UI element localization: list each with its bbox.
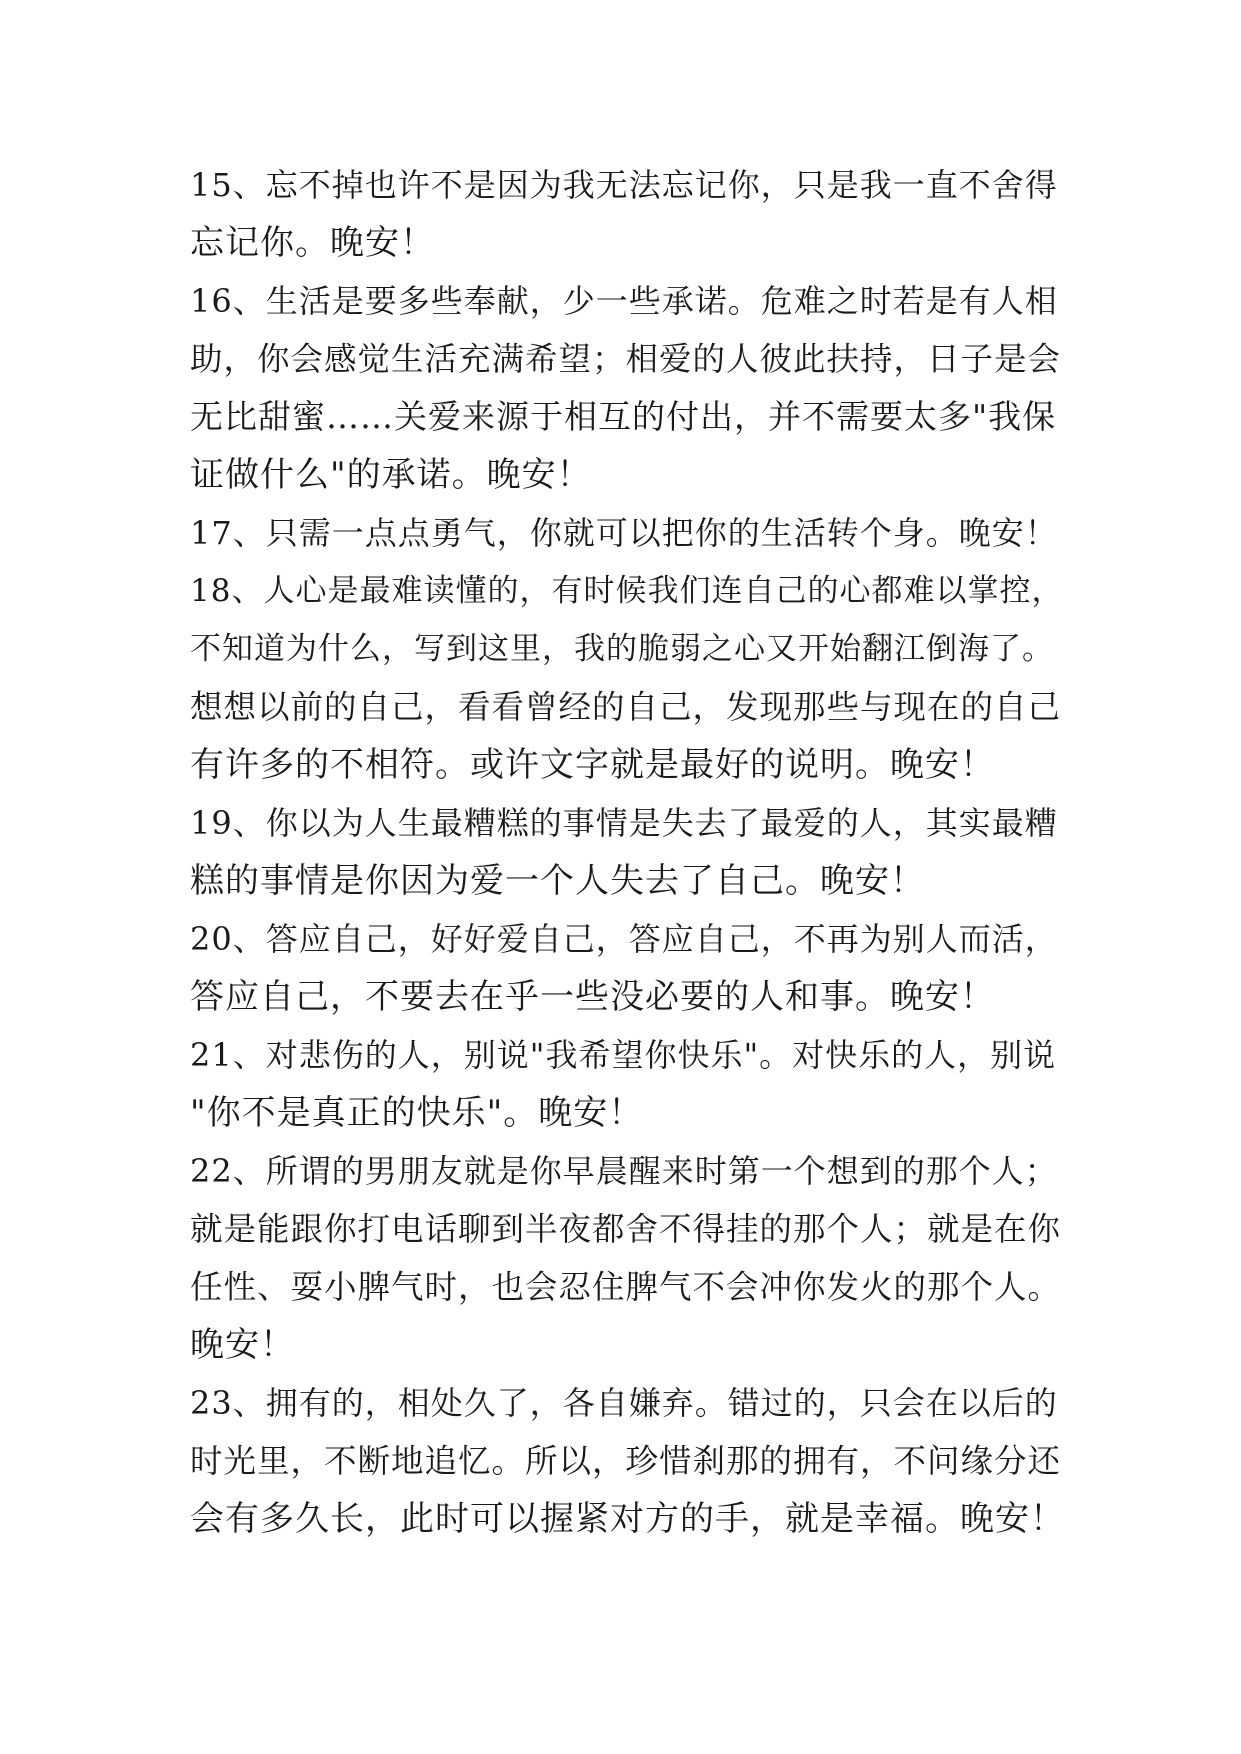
paragraph-21 — [190, 1026, 1066, 1142]
text-line: 证做什么"的承诺。晚安！ — [190, 455, 592, 495]
text-line: 23、拥有的，相处久了，各自嫌弃。错过的，只会在以后的 — [190, 1384, 1058, 1422]
text-line: 22、所谓的男朋友就是你早晨醒来时第一个想到的那个人； — [190, 1152, 1058, 1190]
text-line: 17、只需一点点勇气，你就可以把你的生活转个身。晚安！ — [190, 514, 1058, 552]
text-line: 无比甜蜜……关爱来源于相互的付出，并不需要太多"我保 — [190, 397, 1057, 436]
text-line: 晚安！ — [190, 1325, 295, 1365]
paragraph-18 — [190, 562, 1066, 794]
text-line: 就是能跟你打电话聊到半夜都舍不得挂的那个人；就是在你 — [190, 1210, 1062, 1248]
paragraph-23 — [190, 1374, 1066, 1548]
text-line: 16、生活是要多些奉献，少一些承诺。危难之时若是有人相 — [190, 282, 1058, 320]
text-line: 忘记你。晚安！ — [190, 223, 435, 263]
text-line: 19、你以为人生最糟糕的事情是失去了最爱的人，其实最糟 — [190, 804, 1058, 842]
document-body — [190, 156, 1066, 1548]
text-line: 21、对悲伤的人，别说"我希望你快乐"。对快乐的人，别说 — [190, 1036, 1057, 1074]
text-line: 想想以前的自己，看看曾经的自己，发现那些与现在的自己 — [190, 688, 1062, 726]
paragraph-19 — [190, 794, 1066, 910]
text-line: 糕的事情是你因为爱一个人失去了自己。晚安！ — [190, 861, 925, 901]
paragraph-16 — [190, 272, 1066, 504]
text-line: 不知道为什么，写到这里，我的脆弱之心又开始翻江倒海了。 — [190, 631, 1054, 667]
paragraph-22 — [190, 1142, 1066, 1374]
text-line: 18、人心是最难读懂的，有时候我们连自己的心都难以掌控， — [190, 573, 1064, 609]
text-line: 任性、耍小脾气时，也会忍住脾气不会冲你发火的那个人。 — [190, 1268, 1062, 1306]
text-line: "你不是真正的快乐"。晚安！ — [190, 1093, 644, 1133]
paragraph-15 — [190, 156, 1066, 272]
text-line: 20、答应自己，好好爱自己，答应自己，不再为别人而活， — [190, 920, 1058, 958]
text-line: 15、忘不掉也许不是因为我无法忘记你，只是我一直不舍得 — [190, 166, 1058, 204]
text-line: 会有多久长，此时可以握紧对方的手，就是幸福。晚安！ — [190, 1499, 1065, 1539]
text-line: 助，你会感觉生活充满希望；相爱的人彼此扶持，日子是会 — [190, 340, 1062, 378]
text-line: 时光里，不断地追忆。所以，珍惜刹那的拥有，不问缘分还 — [190, 1442, 1062, 1480]
text-line: 答应自己，不要去在乎一些没必要的人和事。晚安！ — [190, 977, 995, 1017]
paragraph-20 — [190, 910, 1066, 1026]
text-line: 有许多的不相符。或许文字就是最好的说明。晚安！ — [190, 745, 995, 785]
paragraph-17 — [190, 504, 1066, 562]
